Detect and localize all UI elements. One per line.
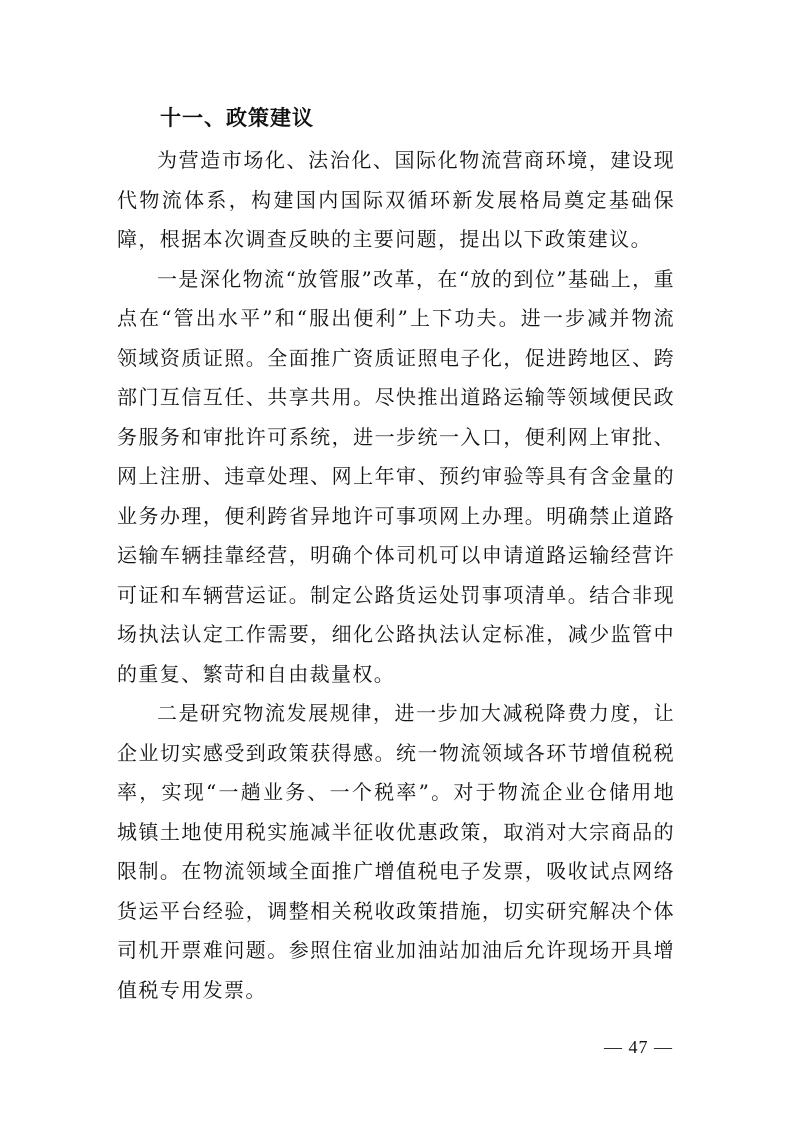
body-text bbox=[117, 141, 675, 1010]
paragraph-second-recommendation: 二是研究物流发展规律，进一步加大减税降费力度，让企业切实感受到政策获得感。统一物流领域各环节增值税税率，实现“一趟业务、一个税率”。对于物流企业仓储用地城镇土地使用税实施减半征收优惠政策，取消对大宗商品的限制。在物流领域全面推广增值税电子发票，吸收试点网络货运平台经验，调整相关税收政策措施，切实研究解决个体司机开票难问题。参照住宿业加油站加油后允许现场开具增值税专用发票。 bbox=[117, 701, 675, 1002]
paragraph-intro: 为营造市场化、法治化、国际化物流营商环境，建设现代物流体系，构建国内国际双循环新发展格局奠定基础保障，根据本次调查反映的主要问题，提出以下政策建议。 bbox=[117, 148, 675, 251]
page-number: — 47 — bbox=[604, 1037, 673, 1057]
paragraph-first-recommendation: 一是深化物流“放管服”改革，在“放的到位”基础上，重点在“管出水平”和“服出便利”上下功夫。进一步减并物流领域资质证照。全面推广资质证照电子化，促进跨地区、跨部门互信互任、共享共用。尽快推出道路运输等领域便民政务服务和审批许可系统，进一步统一入口，便利网上审批、网上注册、违章处理、网上年审、预约审验等具有含金量的业务办理，便利跨省异地许可事项网上办理。明确禁止道路运输车辆挂靠经营，明确个体司机可以申请道路运输经营许可证和车辆营运证。制定公路货运处罚事项清单。结合非现场执法认定工作需要，细化公路执法认定标准，减少监管中的重复、繁苛和自由裁量权。 bbox=[117, 266, 675, 686]
section-heading: 十一、政策建议 bbox=[160, 106, 314, 130]
